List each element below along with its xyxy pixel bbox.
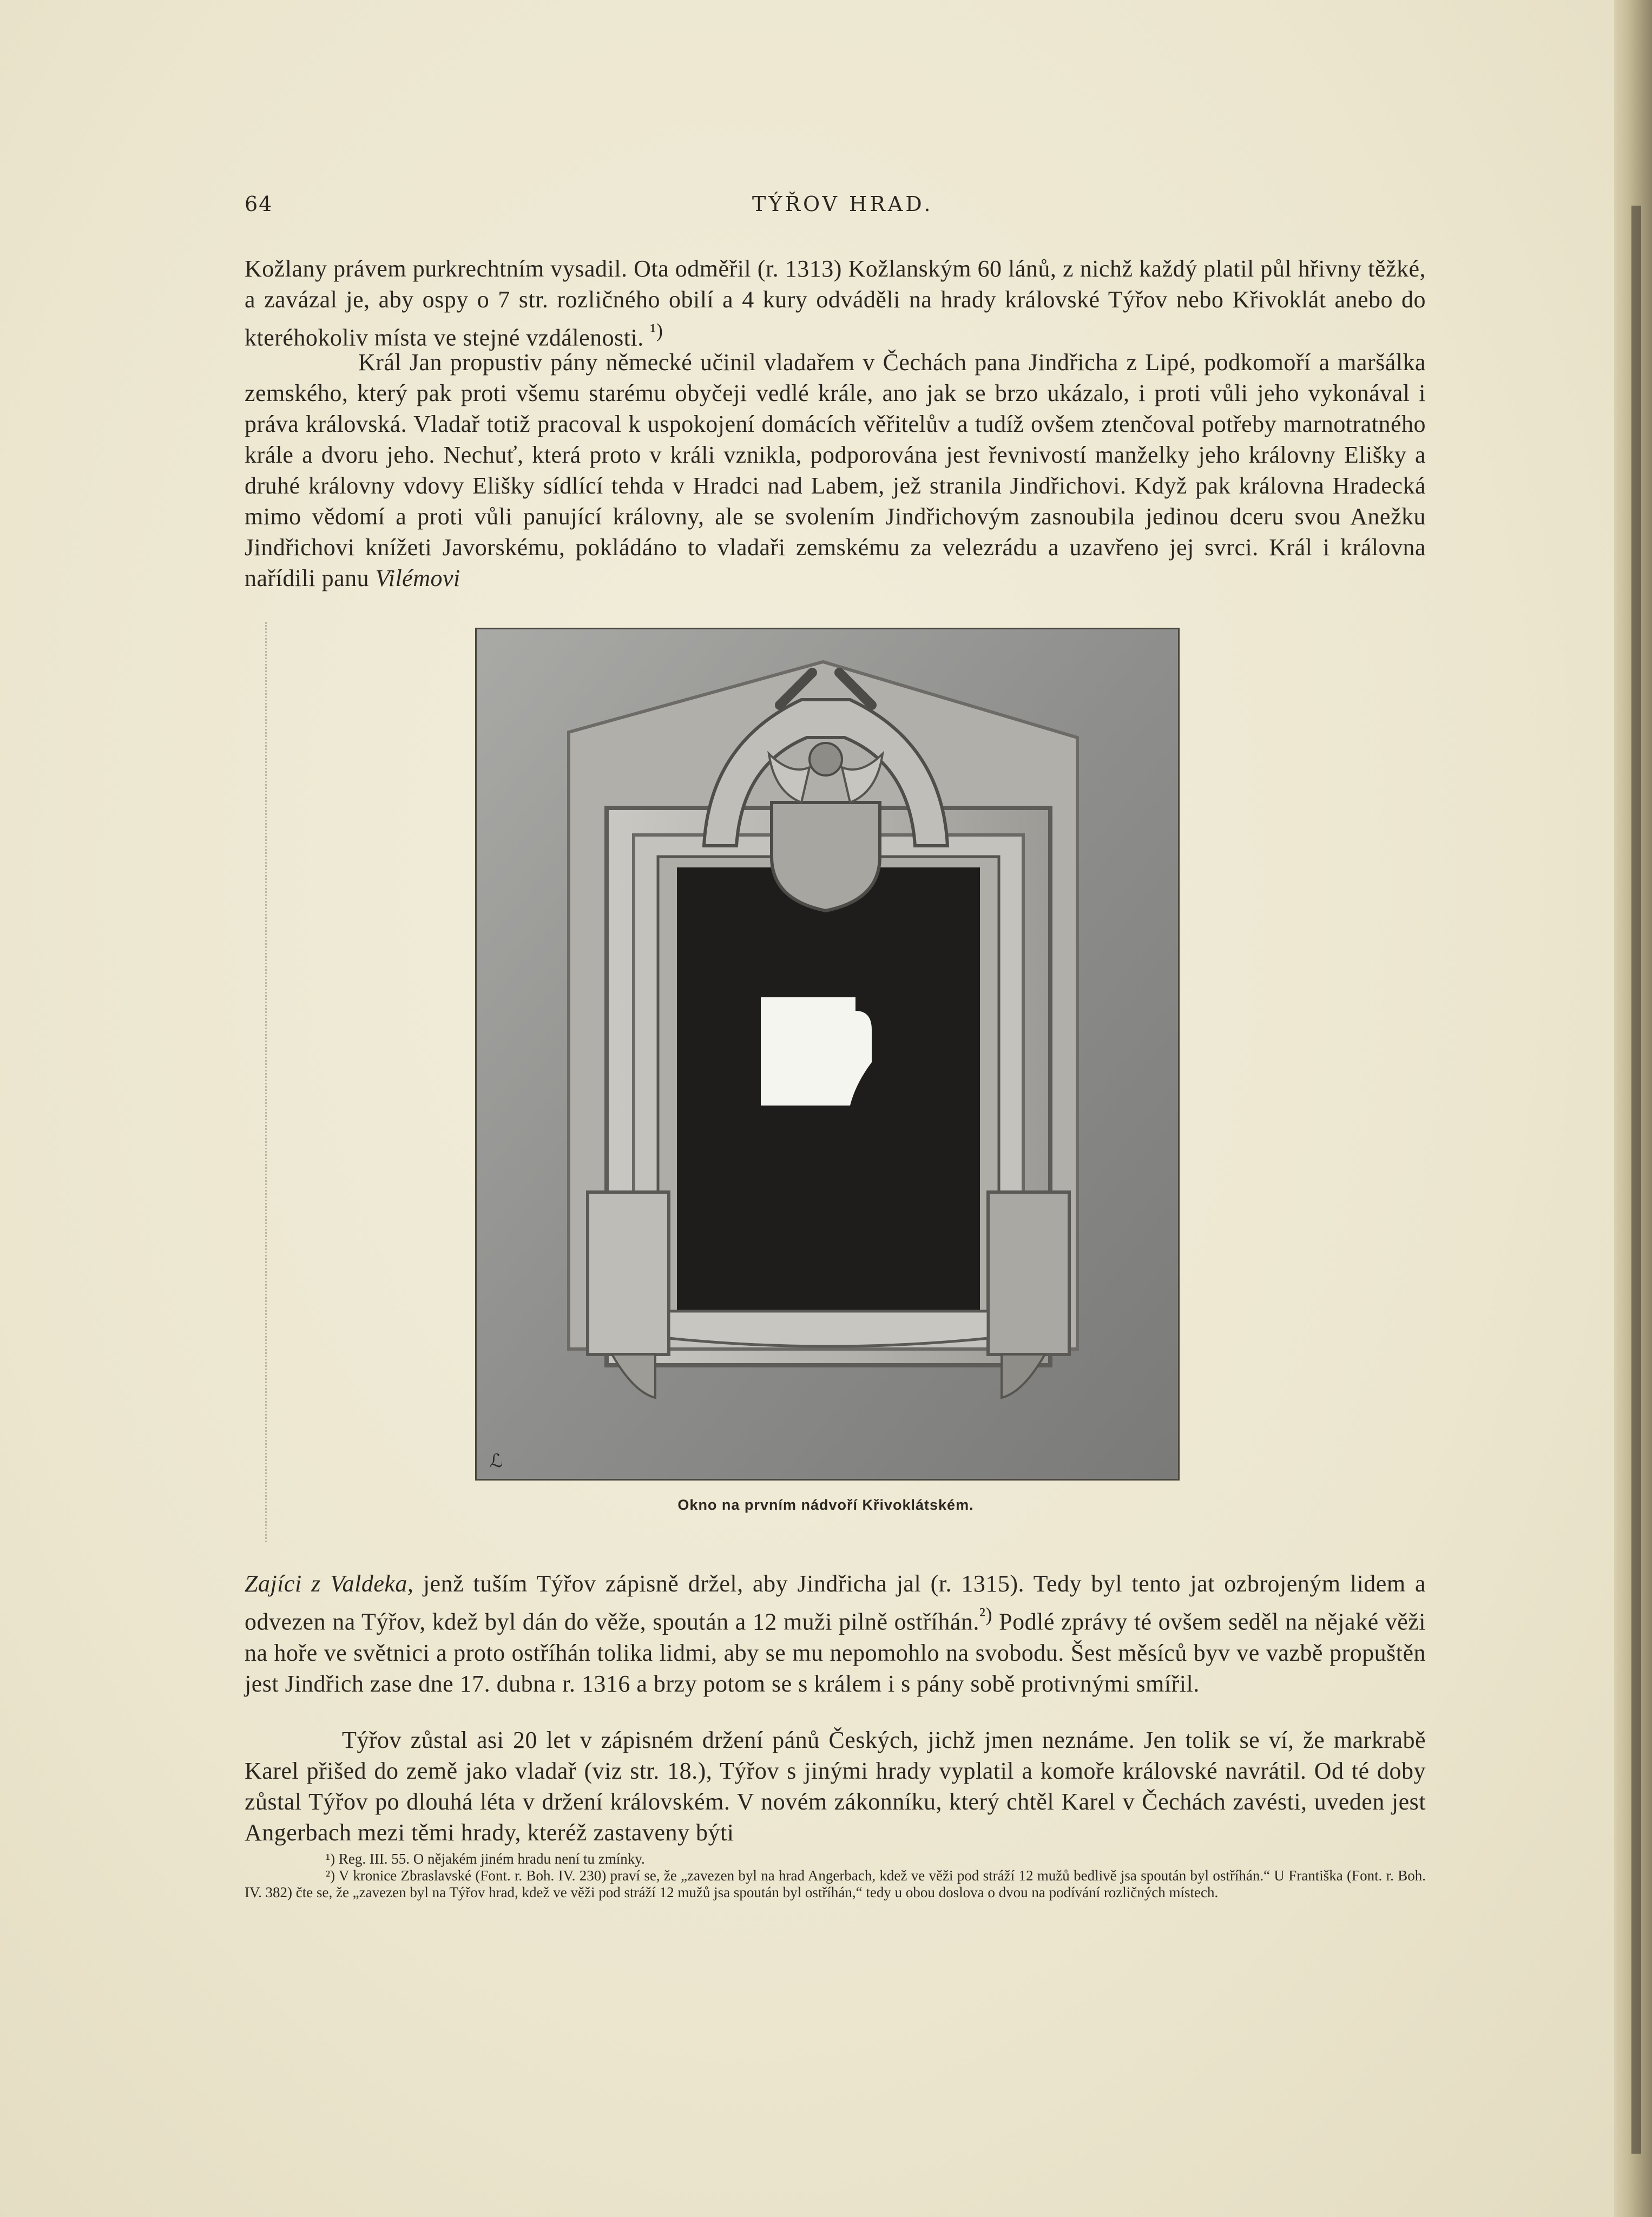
margin-dotted-rule xyxy=(265,622,268,1542)
paragraph-4: Týřov zůstal asi 20 let v zápisném držení pánů Českých, jichž jmen neznáme. Jen tolik se ví, že markrabě Karel přišed do země jako vladař (viz str. 18.), Týřov s jinými hrady vyplatil a komoře královské navrátil. Od té doby zůstal Týřov po dlouhá léta v držení královském. V novém zákonníku, který chtěl Karel v Čechách zavésti, uveden jest Angerbach mezi těmi hrady, kteréž zastaveny býti xyxy=(245,1727,1426,1846)
window-sill xyxy=(669,1311,988,1346)
footnote-ref-1[interactable]: ¹) xyxy=(650,319,663,341)
paragraph-2 xyxy=(245,347,1426,594)
window-illustration xyxy=(475,628,1180,1481)
paragraph-3-text: jenž tuším Týřov zápisně držel, aby Jindřicha jal (r. 1315). Tedy byl tento jat ozbrojeným lidem a odvezen na Týřov, kdež byl dán do věže, spoután a 12 muži pilně ostříhán. xyxy=(245,1570,1426,1635)
engraver-signature: ℒ xyxy=(490,1450,503,1472)
paragraph-3 xyxy=(245,1568,1426,1699)
italic-name-vilem: Vilémovi xyxy=(375,565,460,591)
paragraph-3-text-cont: Podlé zprávy té ovšem seděl na nějaké věži na hoře ve světnici a proto ostříhán tolika lidmi, aby se mu nepomohlo na svobodu. Šest měsíců byv ve vazbě propuštěn jest Jindřich zase dne 17. dubna r. 1316 a brzy potom se s králem i s pány sobě protivnými smířil. xyxy=(245,1608,1426,1697)
italic-name-zajici: Zajíci z Valdeka, xyxy=(245,1570,414,1597)
left-pier xyxy=(588,1192,669,1354)
footnote-2: ²) V kronice Zbraslavské (Font. r. Boh. IV. 230) praví se, že „zavezen byl na hrad Angerbach, kdež ve věži pod stráží 12 mužů bedlivě jsa spoután byl ostříhán.“ U Františka (Font. r. Boh. IV. 382) čte se, že „zavezen byl na Týřov hrad, kdež ve věži pod stráží 12 mužů jsa spoután byl ostříhán,“ tedy u obou doslova o dvou na podívání rozličných místech. xyxy=(245,1867,1426,1900)
running-title: TÝŘOV HRAD. xyxy=(752,192,933,216)
footnote-1: ¹) Reg. III. 55. O nějakém jiném hradu není tu zmínky. xyxy=(326,1851,645,1867)
right-pier xyxy=(988,1192,1069,1354)
paragraph-2-text: Král Jan propustiv pány německé učinil vladařem v Čechách pana Jindřicha z Lipé, podkomoří a maršálka zemského, který pak proti všemu starému obyčeji vedlé krále, ano jak se brzo ukázalo, i proti vůli jeho vykonával i práva královská. Vladař totiž pracoval k uspokojení domácích věřitelův a tudíž ovšem ztenčoval potřeby marnotratného krále a dvoru jeho. Nechuť, která proto v králi vznikla, podporována jest řevnivostí manželky jeho královny Elišky a druhé královny vdovy Elišky sídlící tehda v Hradci nad Labem, jež stranila Jindřichovi. Když pak královna Hradecká mimo vědomí a proti vůli panující královny, ale se svolením Jindřichovým zasnoubila jedinou dceru svou Anežku Jindřichovi knížeti Javorskému, pokládáno to vladaři zemskému za velezrádu a uzavřeno jej svrci. Král i královna nařídili panu xyxy=(245,349,1426,591)
light-patch xyxy=(761,997,872,1106)
window-engraving xyxy=(477,629,1178,1479)
paragraph-1-text: Kožlany právem purkrechtním vysadil. Ota odměřil (r. 1313) Kožlanským 60 lánů, z nichž každý platil půl hřivny těžké, a zavázal je, aby ospy o 7 str. rozličného obilí a 4 kury odváděli na hrady královské Týřov nebo Křivoklát anebo do kteréhokoliv místa ve stejné vzdálenosti. xyxy=(245,255,1426,351)
page-number: 64 xyxy=(245,192,273,216)
coat-of-arms-shield xyxy=(772,802,880,911)
paragraph-1 xyxy=(245,253,1426,353)
figure-caption: Okno na prvním nádvoří Křivoklátském. xyxy=(677,1497,974,1513)
footnotes xyxy=(245,1851,1426,1901)
footnote-ref-2[interactable]: ²) xyxy=(979,1603,993,1626)
spine-shadow xyxy=(1631,206,1641,2154)
angel-head xyxy=(809,743,842,775)
